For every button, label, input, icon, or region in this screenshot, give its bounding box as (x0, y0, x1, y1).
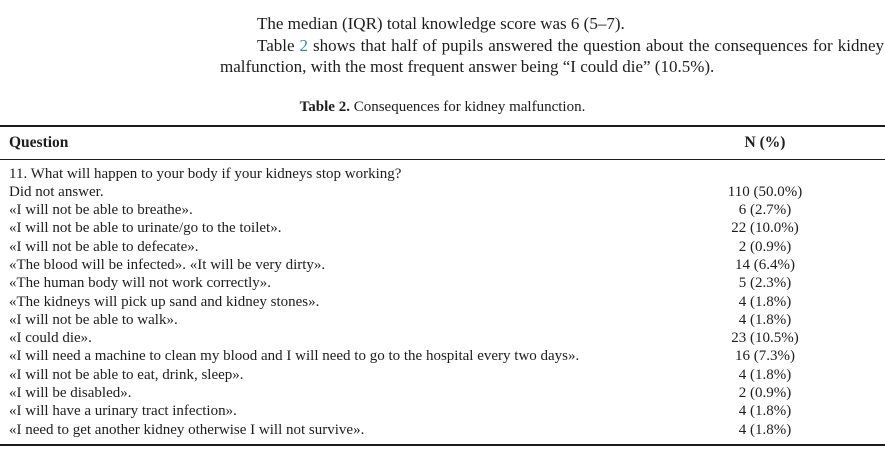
n-percent-cell: 4 (1.8%) (738, 403, 792, 420)
consequences-table (0, 125, 885, 446)
n-percent-cell: 5 (2.3%) (738, 275, 792, 292)
table-row (0, 347, 885, 365)
text-span-before-link: Table (257, 35, 300, 55)
column-header-n-percent: N (%) (744, 133, 786, 151)
table-head (0, 126, 885, 160)
question-cell: «I could die». (9, 330, 92, 347)
question-cell: «The human body will not work correctly». (9, 275, 272, 292)
n-percent-cell (645, 159, 885, 183)
n-percent-cell: 110 (50.0%) (727, 183, 803, 200)
table-caption-text: Consequences for kidney malfunction. (349, 98, 586, 115)
table-row (0, 311, 885, 329)
n-percent-cell: 2 (0.9%) (738, 385, 792, 402)
table-row (0, 402, 885, 420)
question-cell: «I will not be able to breathe». (9, 202, 193, 219)
table-row (0, 329, 885, 347)
question-cell: 11. What will happen to your body if your kidneys stop working? (9, 165, 402, 182)
paragraph-table2-summary (220, 35, 884, 78)
table-row (0, 183, 885, 201)
table-caption-label: Table 2. (299, 98, 350, 115)
n-percent-cell: 2 (0.9%) (738, 238, 792, 255)
question-cell: «I need to get another kidney otherwise I will not survive». (9, 421, 365, 438)
n-percent-cell: 16 (7.3%) (735, 348, 795, 365)
question-cell: «I will need a machine to clean my blood and I will need to go to the hospital every two days». (9, 348, 580, 365)
table-caption (0, 99, 885, 116)
table-2-reference-link[interactable]: 2 (299, 35, 309, 55)
n-percent-cell: 4 (1.8%) (738, 421, 792, 438)
column-header-question: Question (9, 133, 69, 151)
n-percent-cell: 4 (1.8%) (738, 311, 792, 328)
n-percent-cell: 6 (2.7%) (738, 202, 792, 219)
n-percent-cell: 23 (10.5%) (731, 330, 799, 347)
question-cell: «I will not be able to defecate». (9, 238, 199, 255)
table-row (0, 201, 885, 219)
question-cell: Did not answer. (9, 183, 104, 200)
paper-page (0, 13, 885, 446)
n-percent-cell: 14 (6.4%) (735, 256, 795, 273)
text-span-after-link: shows that half of pupils answered the question about the consequences for kidney malfunction, with the most frequent answer being “I could die” (10.5%). (220, 35, 884, 76)
question-cell: «The kidneys will pick up sand and kidney stones». (9, 293, 320, 310)
table-row (0, 219, 885, 237)
question-cell: «The blood will be infected». «It will be very dirty». (9, 256, 326, 273)
intro-text-block (220, 13, 884, 78)
table-row (0, 384, 885, 402)
question-cell: «I will not be able to eat, drink, sleep». (9, 366, 244, 383)
question-cell: «I will have a urinary tract infection». (9, 403, 237, 420)
table-row (0, 421, 885, 445)
table-row (0, 159, 885, 183)
question-cell: «I will not be able to walk». (9, 311, 178, 328)
table-row (0, 256, 885, 274)
n-percent-cell: 4 (1.8%) (738, 293, 792, 310)
table-row (0, 238, 885, 256)
header-row (0, 126, 885, 160)
n-percent-cell: 4 (1.8%) (738, 366, 792, 383)
question-cell: «I will be disabled». (9, 385, 132, 402)
question-cell: «I will not be able to urinate/go to the toilet». (9, 220, 282, 237)
table-row (0, 274, 885, 292)
table-row (0, 293, 885, 311)
table-body (0, 159, 885, 445)
table-row (0, 366, 885, 384)
paragraph-median-score: The median (IQR) total knowledge score was 6 (5–7). (257, 14, 625, 33)
n-percent-cell: 22 (10.0%) (731, 220, 799, 237)
